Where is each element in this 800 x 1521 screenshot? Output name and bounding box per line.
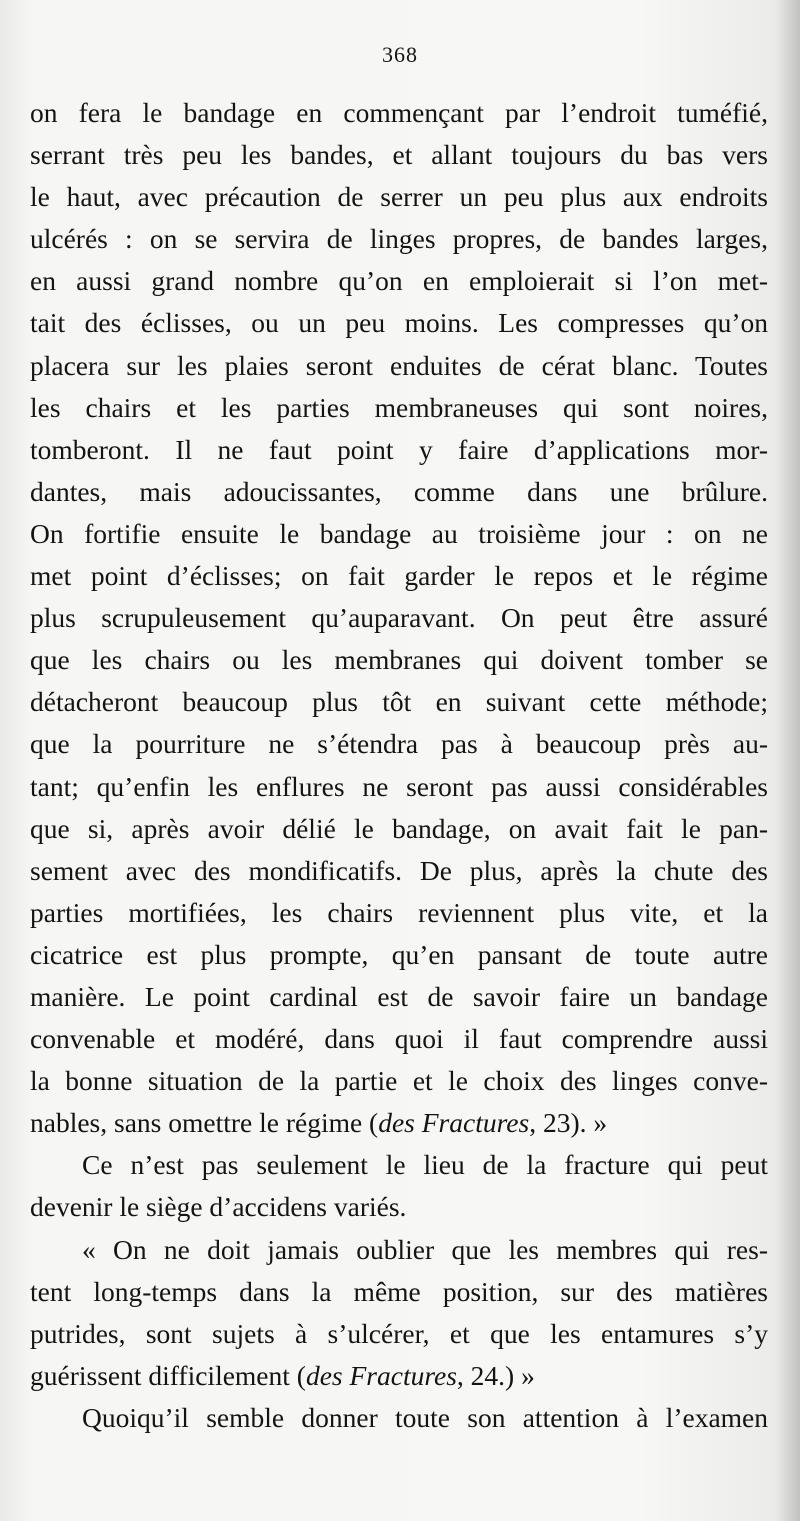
text-line: convenable et modéré, dans quoi il faut comprendre aussi [30,1023,768,1055]
text-line: met point d’éclisses; on fait garder le repos et le régime [30,560,768,592]
text-line: parties mortifiées, les chairs reviennent plus vite, et la [30,896,768,928]
text-line: sement avec des mondificatifs. De plus, après la chute des [30,854,768,886]
text-line: on fera le bandage en commençant par l’endroit tuméfié, [30,97,768,128]
paragraph-first-line: Quoiqu’il semble donner toute son attention à l’examen [82,1401,768,1433]
text-line: le haut, avec précaution de serrer un peu plus aux endroits [30,181,768,213]
text-line: que les chairs ou les membranes qui doivent tomber se [30,644,768,676]
paragraph-first-line: « On ne doit jamais oublier que les membres qui res- [82,1233,768,1265]
text-line: que la pourriture ne s’étendra pas à beaucoup près au- [30,728,768,760]
text-line: serrant très peu les bandes, et allant toujours du bas vers [30,139,768,171]
text-line: placera sur les plaies seront enduites de cérat blanc. Toutes [30,349,768,381]
text-line: cicatrice est plus prompte, qu’en pansant de toute autre [30,938,768,970]
body-text [30,92,768,1439]
page-number: 368 [382,42,418,67]
text-line: tent long-temps dans la même position, sur des matières [30,1275,768,1307]
text-line: la bonne situation de la partie et le choix des linges conve- [30,1065,768,1097]
text-line: putrides, sont sujets à s’ulcérer, et que les entamures s’y [30,1317,768,1349]
text-line: nables, sans omettre le régime (des Fractures, 23). » [30,1107,608,1139]
page-edge-shadow [774,0,800,1521]
text-line: que si, après avoir délié le bandage, on avait fait le pan- [30,812,768,844]
text-line: guérissent difficilement (des Fractures, 24.) » [30,1359,535,1391]
text-line: tait des éclisses, ou un peu moins. Les compresses qu’on [30,307,768,339]
text-line: manière. Le point cardinal est de savoir faire un bandage [30,980,768,1012]
text-line: les chairs et les parties membraneuses qui sont noires, [30,391,768,423]
cited-work-title: des Fractures [378,1107,530,1139]
text-line: On fortifie ensuite le bandage au troisième jour : on ne [30,517,768,549]
cited-work-title: des Fractures [305,1359,457,1391]
text-line: en aussi grand nombre qu’on en emploierait si l’on met- [30,265,768,297]
text-line: dantes, mais adoucissantes, comme dans une brûlure. [30,475,768,507]
text-line: ulcérés : on se servira de linges propres, de bandes larges, [30,223,768,255]
paragraph-first-line: Ce n’est pas seulement le lieu de la fracture qui peut [82,1149,768,1181]
text-line: détacheront beaucoup plus tôt en suivant cette méthode; [30,686,768,718]
text-line: plus scrupuleusement qu’auparavant. On peut être assuré [30,602,768,634]
text-line: tant; qu’enfin les enflures ne seront pas aussi considérables [30,770,768,802]
text-line: devenir le siège d’accidens variés. [30,1191,407,1223]
text-line: tomberont. Il ne faut point y faire d’applications mor- [30,433,768,465]
